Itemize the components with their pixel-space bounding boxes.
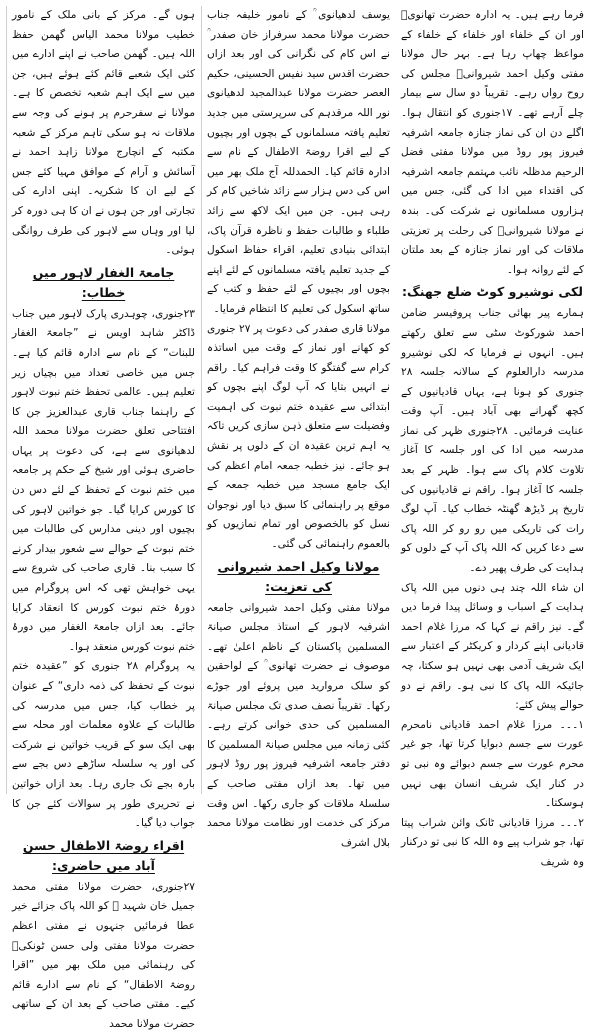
col-right-paragraph-5: ۲۔۔۔ مرزا قادیانی ٹانک وائن شراب پیتا تھا، جو شراب پیے وہ اللہ کا نبی تو درکنار وہ شریف: [401, 816, 584, 868]
col-right-paragraph-2: ہمارے پیر بھائی جناب پروفیسر ضامن احمد شورکوٹ سٹی سے تعلق رکھتے ہیں۔ انہوں نے فرمایا کہ لکی نوشیرو مدرسہ دارالعلوم کے سالانہ جلسہ ۲۸ جنوری کو ہونا ہے، یہاں قادیانیوں کے کچھ گھرانے بھی آباد ہیں۔ آپ وقت عنایت فرمائیں۔ ۲۸جنوری ظہر کی نماز مدرسہ میں ادا کی اور جلسہ کا آغاز تلاوت کلام پاک سے ہوا۔ ظہر کے بعد جلسہ کا آغاز ہوا۔ راقم نے قادیانیوں کی تاریخ پر ڈیڑھ گھنٹہ خطاب کیا۔ آپ لوگ رات کی تاریکی میں رو رو کر اللہ پاک سے دعا کریں کہ اللہ پاک آپ کے دلوں کو ہدایت کی طرف پھیر دے۔: [401, 307, 584, 575]
col-middle-paragraph-2: مولانا قاری صفدر کی دعوت پر ۲۷ جنوری کو کھانے اور نماز کے وقت میں اساتذہ کرام سے گفتگو کا وقت فراہم کیا۔ راقم نے انہیں بتایا کہ آپ لوگ اپنے بچوں کو ابتدائی سے عقیدہ ختم نبوت کی اہمیت وفضیلت سے متعلق ذہن سازی کریں تاکہ یہ اہم ترین عقیدہ ان کے دلوں پر نقش ہو جائے۔ نیز خطبہ جمعہ امام اعظم کی ایک جامع مسجد میں خطبہ جمعہ کے موقع پر راہنمائی کا سبق دیا اور نوجوان نسل کو بالخصوص اور تمام نمازیوں کو بالعموم راہنمائی کی گئی۔: [207, 322, 391, 551]
section-heading-jamia-ghaffar: جامعۃ الغفار لاہور میں خطاب:: [32, 264, 175, 300]
col-left-paragraph-4: ۲۷جنوری، حضرت مولانا مفتی محمد جمیل خان شہید ؒ کو اللہ پاک جزائے خیر عطا فرمائیں جنہوں نے مفتی اعظم حضرت مولانا مفتی ولی حسن ٹونکیؒ کی رہنمائی میں ملک بھر میں ”اقرا روضۃ الاطفال“ کے نام سے ادارے قائم کیے۔ مفتی صاحب کے بعد ان کے ساتھی حضرت مولانا محمد: [12, 880, 195, 1030]
col-right-paragraph-1: فرما رہے ہیں۔ یہ ادارہ حضرت تھانویؒ اور ان کے خلفاء اور خلفاء کے خلفاء کے مواعظ چھاپ رہا ہے۔ بہر حال مولانا مفتی وکیل احمد شیروانیؒ مجلس کی روح رواں رہے۔ تقریباً دو سال سے بیمار چلے آرہے تھے۔ ۱۷جنوری کو انتقال ہوا۔ اگلے دن ان کی نماز جنازہ جامعہ اشرفیہ فیروز پور روڈ میں مولانا مفتی فضل الرحیم مدظلہ نائب مہتمم جامعہ اشرفیہ کی اقتداء میں ادا کی گئی، جس میں ہزاروں مسلمانوں نے شرکت کی۔ بندہ نے مولانا شیروانیؒ کی رحلت پر تعزیتی ملاقات کی اور نماز جنازہ کے بعد ملتان کے لئے روانہ ہوا۔: [401, 9, 584, 276]
col-left-paragraph-2: ۲۳جنوری، چوہدری پارک لاہور میں جناب ڈاکٹر شاہد اویس نے ”جامعۃ الغفار للبنات“ کے نام سے ادارہ قائم کیا ہے۔ جس میں خاصی تعداد میں بچیاں زیر تعلیم ہیں۔ عالمی تحفظ ختم نبوت لاہور کے راہنما جناب قاری عبدالعزیز جن کا افتتاحی تعلق حضرت مولانا محمد اللہ لدھیانوی سے ہے، کی دعوت پر یہاں حاضری ہوئی اور شیخ کے حکم پر جامعہ میں ختم نبوت کے تحفظ کے لئے دس دن کا کورس کرایا گیا۔ جو خواتین لاہور کی بچیوں اور دینی مدارس کی طالبات میں ختم نبوت کے حوالے سے شعور بیدار کرنے کا سبب بنا۔ قاری صاحب کی شروع سے یہی خواہش تھی کہ اس پروگرام میں دورۂ ختم نبوت کورس کا انعقاد کرایا جائے۔ بعد ازاں جامعۃ الغفار میں دورۂ ختم نبوت کورس منعقد ہوا۔: [12, 307, 195, 653]
col-left-paragraph-3: یہ پروگرام ۲۸ جنوری کو ”عقیدہ ختم نبوت کے تحفظ کی ذمہ داری“ کے عنوان پر خطاب کیا، جس میں مدرسہ کی طالبات کے علاوہ معلمات اور محلہ سے بھی ایک سو کے قریب خواتین نے شرکت کی اور یہ سلسلہ ساڑھے دس بجے سے بارہ بجے تک جاری رہا۔ بعد ازاں خواتین نے تحریری طور پر سوالات کئے جن کا جواب دیا گیا۔: [12, 660, 195, 830]
column-left: [6, 6, 195, 1030]
col-left-paragraph-1: ہوں گے۔ مرکز کے بانی ملک کے نامور خطیب مولانا محمد الیاس گھمن حفظ اللہ ہیں۔ گھمن صاحب نے اپنے ادارے میں کئی ایک شعبے قائم کئے ہوئے ہیں، جن میں سے ایک اہم شعبہ تخصص کا ہے۔ مولانا نے سفرحرم پر ہونے کی وجہ سے ملاقات نہ ہو سکی تاہم مرکز کے شعبہ مکتبہ کے انچارج مولانا زاہد احمد نے آسائش و آرام کے موافق مہیا کئے جس کے لیے ان کا شکریہ۔ اپنی ادارے کی تجارتی اور جن ہوں نے ان کا ہی دورہ کر لیا اور وہاں سے لاہور کی طرف روانگی ہوئی۔: [12, 9, 195, 257]
section-heading-tazyat: مولانا وکیل احمد شیروانی کی تعزیت:: [217, 558, 380, 594]
col-right-paragraph-4: ۱۔۔۔ مرزا غلام احمد قادیانی نامحرم عورت سے جسم دبوایا کرتا تھا، جو غیر محرم عورت سے جسم دبوائے وہ نبی تو در کنار ایک شریف انسان بھی نہیں ہوسکتا۔: [401, 718, 584, 810]
col-middle-paragraph-1: یوسف لدھیانوی ؒ کے نامور خلیفہ جناب حضرت مولانا محمد سرفراز خان صفدر ؒ نے اس کام کی نگرانی کی اور بعد ازاں حضرت اقدس سید نفیس الحسینی، حکیم العصر حضرت مولانا عبدالمجید لدھیانوی نور اللہ مرقدہم کی سرپرستی میں جدید تعلیم یافتہ مسلمانوں کے بچوں اور بچیوں کے لیے اقرا روضۃ الاطفال کے نام سے ادارہ قائم کیا۔ الحمدللہ آج ملک بھر میں اس کی دس ہزار سے زائد شاخیں کام کر رہی ہیں۔ جن میں ایک لاکھ سے زائد طلباء و طالبات حفظ و ناظرہ قرآن پاک، ابتدائی بنیادی تعلیم، اقراء حفاظ اسکول کے جدید تعلیم یافتہ مسلمانوں کے لئے اپنے بچوں اور بچیوں کے لئے حفظ و کتب کے ساتھ اسکول کی تعلیم کا انتظام فرمایا۔: [207, 9, 390, 315]
col-right-paragraph-3: ان شاء اللہ چند ہی دنوں میں اللہ پاک ہدایت کے اسباب و وسائل پیدا فرما دیں گے۔ نیز راقم نے کہا کہ مرزا غلام احمد قادیانی اپنے کردار و کریکٹر کے اعتبار سے ایک شریف آدمی بھی نہیں ہو سکتا، چہ جائیکہ اللہ پاک کا نبی ہو۔ راقم نے دو حوالے پیش کئے:: [401, 581, 584, 712]
column-middle: [201, 6, 391, 849]
col-middle-paragraph-3: مولانا مفتی وکیل احمد شیروانی جامعہ اشرفیہ لاہور کے استاذ مجلس صیانۃ المسلمین پاکستان کے ناظم اعلیٰ تھے۔ موصوف نے حضرت تھانوی ؒ کے لواحقین کو سلک مروارید میں پروئے اور جوڑے رکھا۔ تقریباً نصف صدی تک مجلس صیانۃ المسلمین کی حدی خوانی کرتے رہے۔ کئی زمانہ میں مجلس صیانۃ المسلمین کا دفتر جامعہ اشرفیہ فیروز پور روڈ لاہور میں تھا۔ بعد ازاں مفتی صاحب کے سلسلۂ ملاقات کو جاری رکھا۔ اس وقت مرکز کی خدمت اور نظامت مولانا محمد بلال اشرف: [207, 601, 390, 849]
column-right: [396, 6, 584, 868]
section-heading-lucky-nosherokot: لکی نوشیرو کوٹ ضلع جھنگ:: [401, 284, 584, 300]
section-heading-iqra-hasanabad: اقراء روضۃ الاطفال حسن آباد میں حاضری:: [22, 837, 185, 873]
